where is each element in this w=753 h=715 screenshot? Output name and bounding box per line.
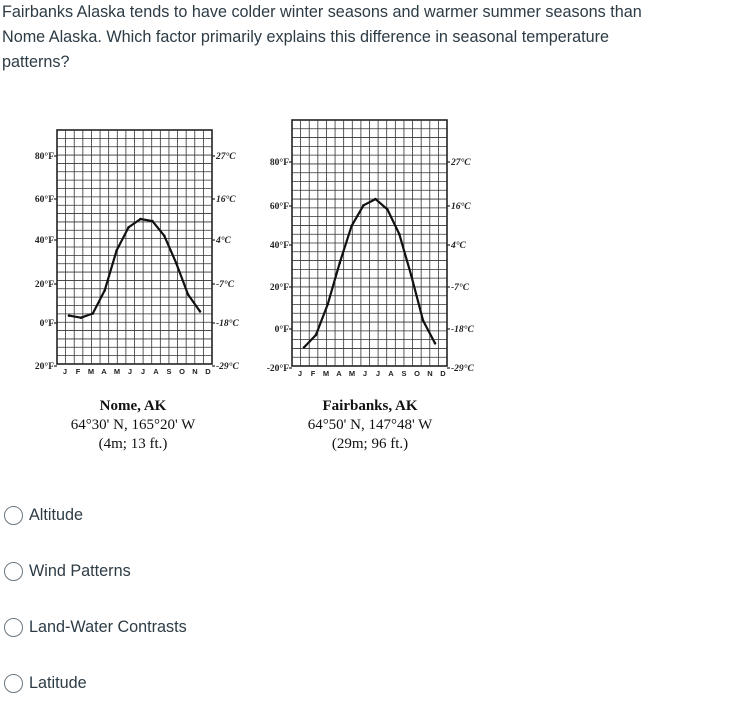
temperature-point	[68, 314, 71, 317]
fahrenheit-tick-label: 20°F	[34, 362, 54, 372]
temperature-point	[199, 310, 202, 313]
temperature-point	[187, 293, 190, 296]
celsius-tick-label: 16°C	[216, 195, 236, 205]
month-tick-label: F	[310, 369, 316, 378]
temperature-point	[434, 342, 437, 345]
month-tick-label: M	[348, 369, 356, 378]
fahrenheit-tick-label: 60°F	[34, 195, 54, 205]
celsius-tick-label: -29°C	[451, 364, 474, 374]
month-tick-label: A	[101, 367, 107, 376]
fahrenheit-tick-label: 0°F	[39, 319, 54, 329]
celsius-tick-label: 16°C	[451, 202, 471, 212]
month-tick-label: N	[427, 369, 433, 378]
station-elevation: (4m; 13 ft.)	[98, 436, 168, 452]
celsius-tick-label: -18°C	[451, 325, 474, 335]
temperature-point	[163, 235, 166, 238]
month-tick-label: M	[113, 367, 121, 376]
answer-option[interactable]	[4, 610, 264, 644]
temperature-point	[115, 249, 118, 252]
station-coordinates: 64°50' N, 147°48' W	[307, 417, 433, 433]
temperature-point	[398, 233, 401, 236]
month-tick-label: A	[153, 367, 159, 376]
temperature-point	[303, 346, 306, 349]
nome-chart	[35, 130, 240, 452]
fahrenheit-tick-label: 0°F	[274, 325, 289, 335]
month-tick-label: A	[388, 369, 394, 378]
radio-icon[interactable]	[4, 674, 23, 693]
month-tick-label: S	[401, 369, 407, 378]
fahrenheit-tick-label: 60°F	[269, 202, 289, 212]
month-tick-label: D	[205, 367, 211, 376]
radio-icon[interactable]	[4, 506, 23, 525]
month-tick-label: J	[62, 367, 68, 376]
celsius-tick-label: 27°C	[216, 152, 236, 162]
question-text: Fairbanks Alaska tends to have colder winter seasons and warmer summer seasons than Nome Alaska. Which factor primarily explains this difference in seasonal temperature patterns?	[2, 3, 642, 71]
month-tick-label: A	[336, 369, 342, 378]
answer-label: Altitude	[29, 505, 83, 524]
month-tick-label: J	[127, 367, 133, 376]
temperature-point	[175, 262, 178, 265]
celsius-tick-label: -7°C	[216, 280, 235, 290]
month-tick-label: O	[179, 367, 185, 376]
temperature-point	[80, 316, 83, 319]
answer-option[interactable]	[4, 666, 264, 700]
temperature-point	[103, 289, 106, 292]
celsius-tick-label: 4°C	[451, 241, 466, 251]
temperature-point	[327, 303, 330, 306]
climate-charts-figure	[0, 110, 753, 470]
celsius-tick-label: -29°C	[216, 362, 239, 372]
month-tick-label: N	[192, 367, 198, 376]
month-tick-label: O	[414, 369, 420, 378]
fairbanks-chart	[267, 120, 475, 452]
fahrenheit-tick-label: 40°F	[34, 236, 54, 246]
temperature-point	[139, 218, 142, 221]
temperature-point	[422, 319, 425, 322]
month-tick-label: J	[362, 369, 368, 378]
station-name: Nome, AK	[99, 398, 167, 414]
fahrenheit-tick-label: -20°F	[266, 364, 289, 374]
fahrenheit-tick-label: 80°F	[269, 158, 289, 168]
station-name: Fairbanks, AK	[322, 398, 418, 414]
month-tick-label: M	[322, 369, 330, 378]
celsius-tick-label: -7°C	[451, 283, 470, 293]
temperature-point	[350, 225, 353, 228]
temperature-point	[92, 312, 95, 315]
celsius-tick-label: -18°C	[216, 319, 239, 329]
month-tick-label: M	[87, 367, 95, 376]
temperature-point	[410, 274, 413, 277]
radio-icon[interactable]	[4, 562, 23, 581]
fahrenheit-tick-label: 40°F	[269, 241, 289, 251]
month-tick-label: S	[166, 367, 172, 376]
celsius-tick-label: 27°C	[451, 158, 471, 168]
month-tick-label: J	[375, 369, 381, 378]
answer-label: Latitude	[29, 673, 87, 692]
fahrenheit-tick-label: 20°F	[269, 283, 289, 293]
climate-charts-svg	[0, 110, 753, 470]
month-tick-label: J	[140, 367, 146, 376]
radio-icon[interactable]	[4, 618, 23, 637]
temperature-point	[127, 226, 130, 229]
temperature-point	[315, 334, 318, 337]
temperature-point	[362, 204, 365, 207]
answer-option[interactable]	[4, 498, 264, 532]
fahrenheit-tick-label: 20°F	[34, 280, 54, 290]
month-tick-label: D	[440, 369, 446, 378]
answer-label: Land-Water Contrasts	[29, 617, 187, 636]
temperature-point	[374, 198, 377, 201]
answer-label: Wind Patterns	[29, 561, 131, 580]
station-elevation: (29m; 96 ft.)	[331, 436, 409, 452]
fahrenheit-tick-label: 80°F	[34, 152, 54, 162]
celsius-tick-label: 4°C	[216, 236, 231, 246]
month-tick-label: J	[297, 369, 303, 378]
answer-option[interactable]	[4, 554, 264, 588]
month-tick-label: F	[75, 367, 81, 376]
temperature-point	[338, 262, 341, 265]
temperature-point	[151, 220, 154, 223]
station-coordinates: 64°30' N, 165°20' W	[70, 417, 196, 433]
temperature-point	[386, 208, 389, 211]
